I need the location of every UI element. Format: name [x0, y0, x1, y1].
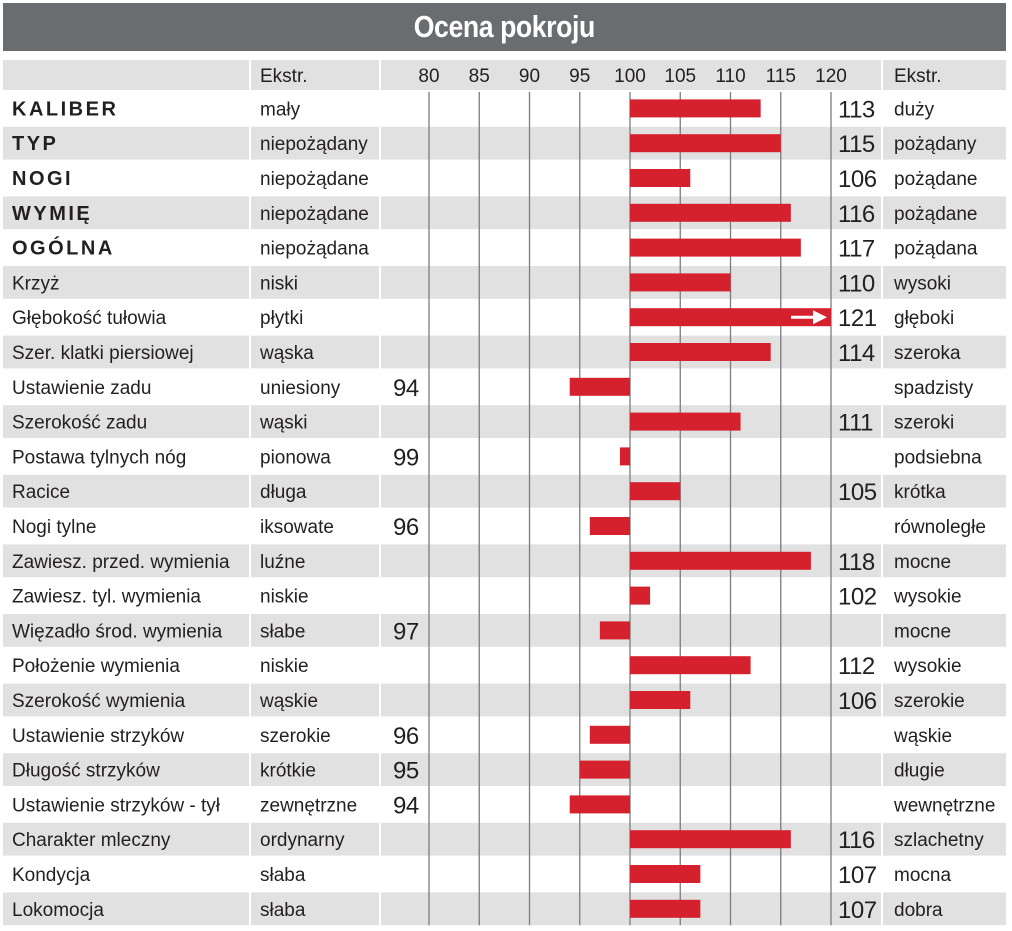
value-label: 115: [838, 131, 875, 159]
bar: [630, 204, 791, 222]
trait-label: Głębokość tułowia: [12, 308, 167, 330]
trait-label: Zawiesz. tyl. wymienia: [12, 586, 201, 608]
right-extreme-label: wysokie: [894, 656, 962, 678]
left-extreme-label: niepożądany: [260, 134, 368, 156]
trait-label: Więzadło środ. wymienia: [12, 621, 223, 643]
bar: [630, 482, 680, 500]
bar: [630, 552, 811, 570]
left-extreme-label: wąskie: [260, 691, 319, 712]
value-label: 116: [838, 200, 875, 228]
left-extreme-label: niskie: [260, 656, 309, 678]
trait-label: TYP: [12, 133, 59, 156]
header-row: [3, 60, 1006, 90]
left-extreme-label: niepożądana: [260, 238, 369, 260]
value-label: 94: [393, 792, 419, 820]
x-tick-label: 80: [418, 66, 440, 87]
trait-label: Charakter mleczny: [12, 830, 171, 852]
bar: [590, 517, 630, 535]
left-extreme-label: słaba: [260, 899, 306, 921]
column-separator: [379, 60, 381, 927]
value-label: 96: [393, 514, 419, 541]
left-extreme-label: luźne: [260, 551, 306, 573]
right-extreme-label: mocne: [894, 551, 952, 573]
right-extreme-label: dobra: [894, 899, 943, 921]
x-tick-label: 85: [468, 66, 490, 87]
left-extreme-label: ordynarny: [260, 830, 345, 852]
bar: [630, 691, 690, 709]
x-tick-label: 105: [664, 66, 697, 87]
right-extreme-label: szeroka: [894, 343, 961, 364]
bar: [630, 900, 700, 918]
x-tick-label: 100: [614, 66, 646, 87]
column-separator: [249, 60, 251, 927]
left-extreme-label: iksowate: [260, 517, 334, 538]
value-label: 107: [838, 862, 877, 889]
value-label: 105: [838, 479, 877, 507]
left-extreme-label: krótkie: [260, 760, 316, 782]
trait-label: KALIBER: [12, 98, 119, 121]
bar: [580, 761, 630, 779]
x-tick-label: 120: [815, 66, 847, 87]
trait-label: Postawa tylnych nóg: [12, 447, 187, 469]
left-extreme-label: uniesiony: [260, 377, 341, 399]
right-extreme-label: szerokie: [894, 691, 965, 712]
left-extreme-label: mały: [260, 99, 301, 121]
trait-label: Położenie wymienia: [12, 656, 180, 678]
table-row: [3, 370, 1006, 403]
bar: [570, 795, 630, 813]
trait-label: Szerokość wymienia: [12, 691, 186, 712]
left-extreme-label: niski: [260, 273, 299, 295]
left-extreme-label: niepożądane: [260, 203, 369, 225]
right-extreme-label: wysoki: [894, 273, 952, 295]
value-label: 106: [838, 688, 877, 715]
value-label: 110: [838, 270, 875, 298]
bar: [630, 99, 761, 117]
bar: [630, 413, 741, 431]
bar: [630, 865, 700, 883]
bar: [630, 134, 781, 152]
trait-label: Nogi tylne: [12, 517, 97, 538]
left-extreme-label: zewnętrzne: [260, 795, 358, 817]
trait-label: Ustawienie strzyków - tył: [12, 795, 220, 817]
value-label: 106: [838, 166, 877, 193]
left-extreme-label: wąska: [260, 343, 314, 364]
value-label: 97: [393, 618, 419, 646]
right-extreme-label: duży: [894, 99, 935, 121]
right-extreme-label: szeroki: [894, 412, 955, 434]
left-extreme-label: długa: [260, 482, 307, 504]
trait-label: Długość strzyków: [12, 760, 160, 782]
value-label: 113: [838, 96, 875, 124]
right-extreme-label: pożądany: [894, 134, 977, 156]
value-label: 111: [838, 409, 873, 437]
bar: [630, 656, 751, 674]
right-extreme-label: szlachetny: [894, 830, 984, 852]
value-label: 102: [838, 583, 877, 611]
table-row: [3, 510, 1006, 543]
header-right-extreme: Ekstr.: [894, 66, 942, 87]
trait-label: Zawiesz. przed. wymienia: [12, 551, 230, 573]
right-extreme-label: mocna: [894, 865, 952, 886]
left-extreme-label: słaba: [260, 865, 306, 886]
right-extreme-label: krótka: [894, 482, 946, 504]
value-label: 117: [838, 235, 875, 263]
bar: [600, 621, 630, 639]
left-extreme-label: pionowa: [260, 447, 331, 469]
value-label: 118: [838, 548, 875, 576]
value-label: 121: [838, 305, 877, 333]
bar: [590, 726, 630, 744]
trait-label: Szerokość zadu: [12, 412, 148, 434]
bar: [630, 239, 801, 257]
right-extreme-label: wąskie: [894, 725, 953, 747]
bar: [630, 830, 791, 848]
trait-label: WYMIĘ: [12, 202, 93, 225]
x-tick-label: 110: [715, 66, 746, 87]
bar: [630, 169, 690, 187]
right-extreme-label: równoległe: [894, 517, 986, 538]
right-extreme-label: podsiebna: [894, 447, 982, 469]
left-extreme-label: słabe: [260, 621, 306, 643]
left-extreme-label: szerokie: [260, 725, 331, 747]
bar: [630, 587, 650, 605]
trait-label: Krzyż: [12, 273, 60, 295]
right-extreme-label: spadzisty: [894, 377, 974, 399]
value-label: 99: [393, 444, 419, 472]
x-tick-label: 115: [765, 66, 796, 87]
trait-label: Lokomocja: [12, 899, 104, 921]
right-extreme-label: wewnętrzne: [894, 795, 996, 817]
left-extreme-label: niepożądane: [260, 169, 369, 190]
right-extreme-label: pożądane: [894, 169, 978, 190]
right-extreme-label: pożądane: [894, 203, 978, 225]
right-extreme-label: wysokie: [894, 586, 962, 608]
trait-label: Ustawienie strzyków: [12, 725, 185, 747]
right-extreme-label: pożądana: [894, 238, 978, 260]
value-label: 107: [838, 896, 877, 924]
bar: [630, 273, 731, 291]
x-tick-label: 95: [569, 66, 591, 87]
trait-label: OGÓLNA: [12, 237, 115, 260]
trait-label: Ustawienie zadu: [12, 377, 152, 399]
value-label: 112: [838, 653, 875, 681]
value-label: 96: [393, 722, 419, 750]
right-extreme-label: mocne: [894, 621, 952, 643]
right-extreme-label: głęboki: [894, 308, 955, 330]
bar: [620, 447, 630, 465]
left-extreme-label: niskie: [260, 586, 309, 608]
left-extreme-label: wąski: [260, 412, 308, 434]
trait-label: Kondycja: [12, 865, 91, 886]
value-label: 94: [393, 374, 419, 402]
x-tick-label: 90: [518, 66, 541, 87]
trait-label: NOGI: [12, 168, 74, 190]
left-extreme-label: płytki: [260, 308, 304, 330]
bar: [630, 343, 771, 361]
trait-label: Racice: [12, 482, 71, 504]
value-label: 95: [393, 757, 419, 785]
value-label: 116: [838, 827, 875, 855]
value-label: 114: [838, 340, 875, 367]
header-left-extreme: Ekstr.: [260, 66, 308, 87]
chart-title: Ocena pokroju: [413, 9, 596, 44]
bar: [570, 378, 630, 396]
column-separator: [881, 60, 883, 927]
right-extreme-label: długie: [894, 760, 945, 782]
trait-label: Szer. klatki piersiowej: [12, 343, 194, 364]
